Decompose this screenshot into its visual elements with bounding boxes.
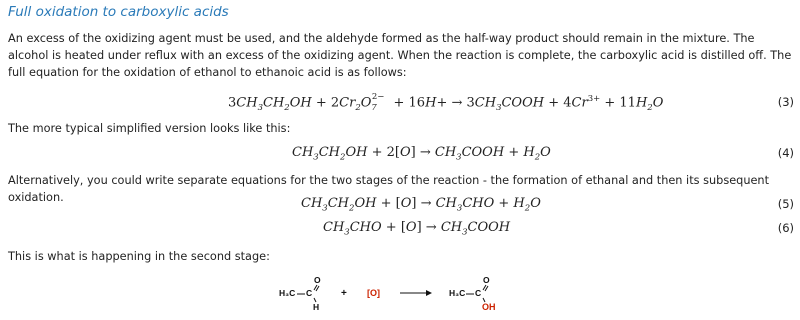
equation-6: $CH_3CHO + [O]$ → $CH_3COOH$ (6)	[323, 220, 794, 238]
right-methyl-group: H₃C	[449, 288, 466, 298]
left-hydrogen: H	[313, 302, 320, 312]
equation-4: $CH_3CH_2OH + 2[O]$ → $CH_3COOH + H_2O$ (4)	[292, 145, 794, 163]
oxidant-label: [O]	[367, 288, 380, 298]
left-methyl-group: H₃C	[279, 288, 296, 298]
equation-3-number: (3)	[777, 95, 794, 109]
right-bonds	[460, 278, 500, 308]
alternative-paragraph: Alternatively, you could write separate equations for the two stages of the reaction - the formation of ethanal and then its subsequent oxidation.	[8, 174, 770, 204]
left-carbon: C	[306, 288, 313, 298]
left-bonds	[290, 278, 330, 308]
reaction-arrow	[398, 288, 434, 300]
equation-5: $CH_3CH_2OH + [O] \to CH_3CHO + H_2O$ (5)	[301, 196, 794, 214]
simplified-paragraph: The more typical simplified version looks like this:	[8, 122, 291, 135]
right-carbonyl-oxygen: O	[483, 275, 490, 285]
equation-6-number: (6)	[777, 221, 794, 235]
right-hydroxyl: OH	[482, 302, 496, 312]
right-carbon: C	[475, 288, 482, 298]
equation-3: $3CH_3CH_2OH + 2Cr_2O_7^{2-} + 16H+$ → $3CH_3COOH + 4Cr^{3+} + 11H_2O$ (3)	[228, 92, 794, 113]
intro-paragraph: An excess of the oxidizing agent must be used, and the aldehyde formed as the half-way product should remain in the mixture. The alcohol is heated under reflux with an excess of the oxidizing agent. When the reaction is complete, the carboxylic acid is distilled off. The full equation for the oxidation of ethanol to ethanoic acid is as follows:	[8, 32, 792, 79]
section-heading: Full oxidation to carboxylic acids	[8, 4, 229, 20]
plus-sign: +	[341, 288, 347, 299]
equation-4-number: (4)	[777, 146, 794, 160]
second-stage-paragraph: This is what is happening in the second stage:	[8, 250, 270, 263]
equation-5-number: (5)	[777, 197, 794, 211]
left-carbonyl-oxygen: O	[314, 275, 321, 285]
